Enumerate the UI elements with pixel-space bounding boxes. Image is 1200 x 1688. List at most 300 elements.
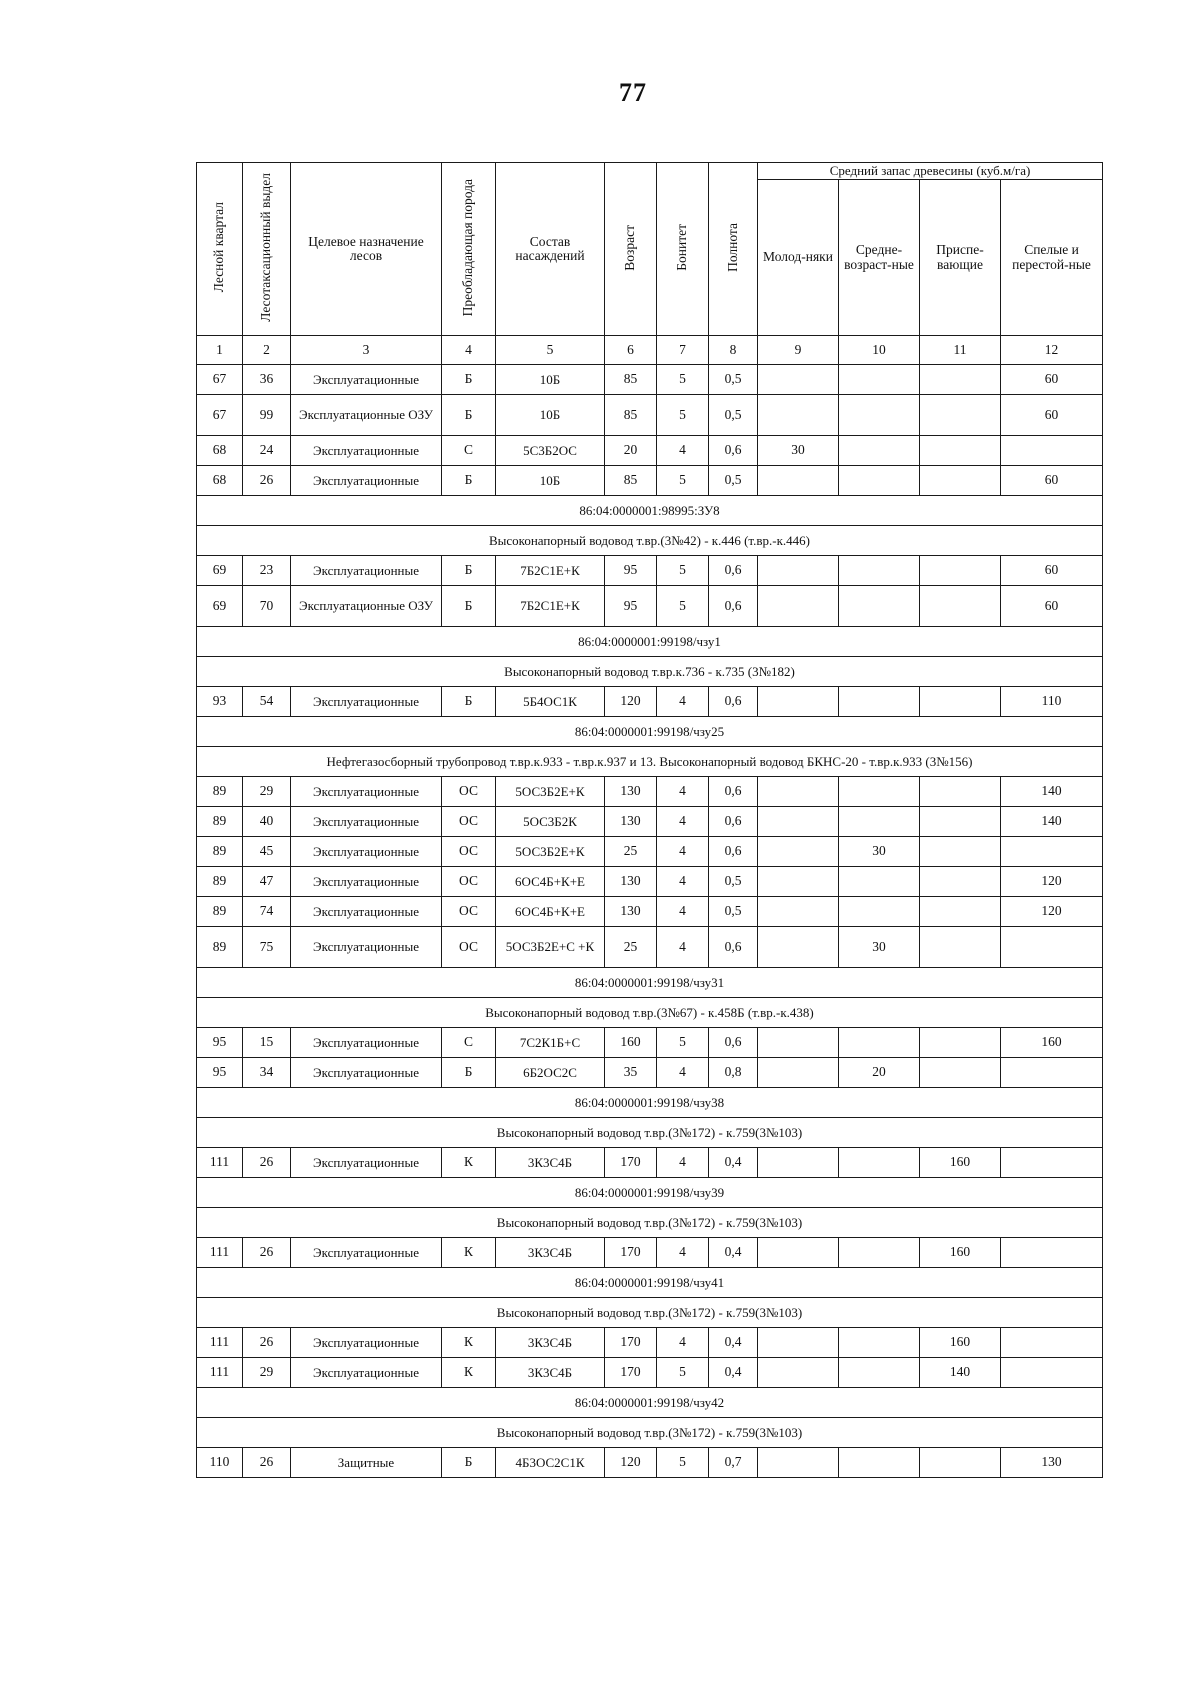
table-cell: Эксплуатационные: [291, 466, 442, 496]
table-cell: [920, 807, 1001, 837]
table-cell: 6ОС4Б+К+Е: [496, 897, 605, 927]
column-number: 11: [920, 336, 1001, 365]
table-cell: [758, 1358, 839, 1388]
table-cell: 5ОС3Б2Е+К: [496, 837, 605, 867]
table-cell: Эксплуатационные: [291, 556, 442, 586]
table-cell: 0,6: [709, 777, 758, 807]
table-cell: 0,6: [709, 1028, 758, 1058]
table-cell: [839, 807, 920, 837]
table-cell: 130: [605, 897, 657, 927]
table-cell: 45: [243, 837, 291, 867]
table-cell: 89: [197, 897, 243, 927]
table-cell: 95: [197, 1028, 243, 1058]
table-cell: 25: [605, 927, 657, 968]
table-cell: Эксплуатационные: [291, 687, 442, 717]
table-cell: 6Б2ОС2С: [496, 1058, 605, 1088]
table-cell: 34: [243, 1058, 291, 1088]
table-cell: 111: [197, 1358, 243, 1388]
table-cell: 4: [657, 897, 709, 927]
table-cell: 89: [197, 867, 243, 897]
table-cell: 85: [605, 395, 657, 436]
section-row: [197, 496, 1103, 526]
table-cell: 85: [605, 466, 657, 496]
table-cell: Эксплуатационные: [291, 897, 442, 927]
table-cell: 67: [197, 395, 243, 436]
table-cell: 26: [243, 1148, 291, 1178]
table-cell: 74: [243, 897, 291, 927]
section-label: 86:04:0000001:99198/чзу42: [197, 1388, 1103, 1418]
section-row: [197, 1418, 1103, 1448]
section-row: [197, 1118, 1103, 1148]
table-cell: 60: [1001, 466, 1103, 496]
table-row: [197, 1238, 1103, 1268]
section-row: [197, 657, 1103, 687]
table-cell: С: [442, 436, 496, 466]
table-cell: 29: [243, 777, 291, 807]
table-cell: 7Б2С1Е+К: [496, 586, 605, 627]
table-cell: 0,4: [709, 1238, 758, 1268]
table-cell: 5: [657, 466, 709, 496]
section-label: Высоконапорный водовод т.вр.(3№172) - к.759(3№103): [197, 1418, 1103, 1448]
table-cell: [758, 1058, 839, 1088]
table-cell: [758, 807, 839, 837]
header-young: Молод-няки: [758, 180, 839, 336]
table-cell: [839, 1448, 920, 1478]
table-cell: 4: [657, 1238, 709, 1268]
table-cell: 4: [657, 1058, 709, 1088]
section-label: Высоконапорный водовод т.вр.(3№172) - к.759(3№103): [197, 1208, 1103, 1238]
table-cell: 20: [839, 1058, 920, 1088]
table-cell: 0,4: [709, 1358, 758, 1388]
table-row: [197, 927, 1103, 968]
table-cell: [758, 867, 839, 897]
table-cell: [920, 1448, 1001, 1478]
section-label: 86:04:0000001:99198/чзу38: [197, 1088, 1103, 1118]
page-number: 77: [619, 78, 647, 107]
table-cell: 4: [657, 1328, 709, 1358]
table-cell: Эксплуатационные: [291, 365, 442, 395]
table-cell: [758, 897, 839, 927]
table-cell: 170: [605, 1238, 657, 1268]
table-cell: [920, 436, 1001, 466]
table-cell: [839, 1358, 920, 1388]
column-number: 3: [291, 336, 442, 365]
table-cell: 54: [243, 687, 291, 717]
table-cell: [839, 1238, 920, 1268]
table-cell: [920, 466, 1001, 496]
table-cell: [758, 365, 839, 395]
forest-inventory-table: [196, 162, 1103, 1478]
section-label: 86:04:0000001:99198/чзу25: [197, 717, 1103, 747]
table-cell: 89: [197, 927, 243, 968]
section-row: [197, 627, 1103, 657]
section-label: Высоконапорный водовод т.вр.к.736 - к.735 (3№182): [197, 657, 1103, 687]
table-row: [197, 867, 1103, 897]
table-row: [197, 365, 1103, 395]
table-cell: 69: [197, 556, 243, 586]
section-row: [197, 526, 1103, 556]
table-cell: 29: [243, 1358, 291, 1388]
table-cell: 111: [197, 1328, 243, 1358]
column-number: 12: [1001, 336, 1103, 365]
table-cell: 60: [1001, 556, 1103, 586]
table-cell: 0,5: [709, 466, 758, 496]
section-label: 86:04:0000001:99198/чзу1: [197, 627, 1103, 657]
table-cell: 68: [197, 436, 243, 466]
table-cell: 89: [197, 777, 243, 807]
table-cell: [920, 586, 1001, 627]
table-row: [197, 395, 1103, 436]
table-cell: 160: [605, 1028, 657, 1058]
table-cell: 24: [243, 436, 291, 466]
table-cell: [839, 897, 920, 927]
table-cell: 26: [243, 1448, 291, 1478]
table-row: [197, 1148, 1103, 1178]
table-cell: 10Б: [496, 466, 605, 496]
header-forest-quarter: Лесной квартал: [197, 163, 243, 336]
section-row: [197, 1268, 1103, 1298]
table-cell: Эксплуатационные ОЗУ: [291, 586, 442, 627]
table-cell: 0,5: [709, 897, 758, 927]
table-cell: 89: [197, 807, 243, 837]
section-row: [197, 998, 1103, 1028]
table-cell: 68: [197, 466, 243, 496]
table-cell: Эксплуатационные: [291, 1148, 442, 1178]
table-cell: 120: [605, 1448, 657, 1478]
table-cell: [920, 1028, 1001, 1058]
column-number: 8: [709, 336, 758, 365]
table-cell: 89: [197, 837, 243, 867]
header-density: Полнота: [709, 163, 758, 336]
table-cell: 120: [1001, 897, 1103, 927]
table-cell: 3К3С4Б: [496, 1148, 605, 1178]
table-body: [197, 365, 1103, 1478]
table-cell: 60: [1001, 395, 1103, 436]
table-cell: 23: [243, 556, 291, 586]
table-cell: [839, 777, 920, 807]
table-cell: 40: [243, 807, 291, 837]
table-cell: С: [442, 1028, 496, 1058]
table-cell: 25: [605, 837, 657, 867]
table-cell: 5ОС3Б2К: [496, 807, 605, 837]
table-cell: 3К3С4Б: [496, 1238, 605, 1268]
table-cell: 6ОС4Б+К+Е: [496, 867, 605, 897]
table-cell: [920, 365, 1001, 395]
table-cell: 30: [839, 927, 920, 968]
table-cell: 7С2К1Б+С: [496, 1028, 605, 1058]
table-row: [197, 897, 1103, 927]
table-cell: 160: [920, 1148, 1001, 1178]
table-cell: 120: [1001, 867, 1103, 897]
table-row: [197, 777, 1103, 807]
table-cell: Эксплуатационные: [291, 1328, 442, 1358]
table-row: [197, 687, 1103, 717]
table-cell: К: [442, 1148, 496, 1178]
table-cell: [920, 556, 1001, 586]
table-cell: 130: [605, 867, 657, 897]
section-row: [197, 717, 1103, 747]
table-cell: 130: [1001, 1448, 1103, 1478]
table-cell: 111: [197, 1238, 243, 1268]
table-cell: [758, 1028, 839, 1058]
section-label: 86:04:0000001:98995:ЗУ8: [197, 496, 1103, 526]
column-number: 5: [496, 336, 605, 365]
header-mature: Спелые и перестой-ные: [1001, 180, 1103, 336]
table-cell: [920, 395, 1001, 436]
table-cell: [839, 365, 920, 395]
header-forest-plot: Лесотаксационный выдел: [243, 163, 291, 336]
table-cell: 20: [605, 436, 657, 466]
table-cell: 140: [1001, 807, 1103, 837]
table-cell: 0,5: [709, 365, 758, 395]
column-number: 10: [839, 336, 920, 365]
table-cell: 60: [1001, 586, 1103, 627]
table-cell: [920, 867, 1001, 897]
table-cell: ОС: [442, 777, 496, 807]
table-cell: 26: [243, 1328, 291, 1358]
table-cell: 4: [657, 687, 709, 717]
table-row: [197, 1058, 1103, 1088]
table-cell: 47: [243, 867, 291, 897]
table-cell: 95: [605, 586, 657, 627]
table-cell: [1001, 1238, 1103, 1268]
table-cell: [758, 466, 839, 496]
table-cell: 4: [657, 1148, 709, 1178]
table-cell: Эксплуатационные: [291, 867, 442, 897]
table-cell: [758, 395, 839, 436]
table-cell: [920, 837, 1001, 867]
table-cell: 4Б3ОС2С1К: [496, 1448, 605, 1478]
table-cell: 140: [920, 1358, 1001, 1388]
table-cell: 111: [197, 1148, 243, 1178]
table-cell: ОС: [442, 867, 496, 897]
table-row: [197, 1358, 1103, 1388]
header-ripening: Приспе-вающие: [920, 180, 1001, 336]
table-cell: Эксплуатационные: [291, 1028, 442, 1058]
table-cell: Б: [442, 365, 496, 395]
table-cell: [758, 837, 839, 867]
header-bonitet: Бонитет: [657, 163, 709, 336]
table-cell: 3К3С4Б: [496, 1328, 605, 1358]
section-label: Нефтегазосборный трубопровод т.вр.к.933 - т.вр.к.937 и 13. Высоконапорный водовод БКНС-20 - т.вр.к.933 (3№156): [197, 747, 1103, 777]
section-label: Высоконапорный водовод т.вр.(3№42) - к.446 (т.вр.-к.446): [197, 526, 1103, 556]
table-cell: 10Б: [496, 365, 605, 395]
table-cell: [839, 436, 920, 466]
table-row: [197, 1028, 1103, 1058]
table-cell: 5Б4ОС1К: [496, 687, 605, 717]
table-cell: 110: [197, 1448, 243, 1478]
table-cell: 3К3С4Б: [496, 1358, 605, 1388]
table-header: [197, 163, 1103, 365]
table-cell: [1001, 1358, 1103, 1388]
table-cell: [920, 777, 1001, 807]
table-cell: 170: [605, 1358, 657, 1388]
table-cell: Защитные: [291, 1448, 442, 1478]
table-cell: [758, 556, 839, 586]
table-cell: 4: [657, 807, 709, 837]
table-cell: Эксплуатационные: [291, 436, 442, 466]
table-cell: 5: [657, 1358, 709, 1388]
column-number: 1: [197, 336, 243, 365]
table-cell: 0,6: [709, 687, 758, 717]
table-cell: Б: [442, 687, 496, 717]
table-cell: [758, 687, 839, 717]
table-row: [197, 556, 1103, 586]
table-cell: [758, 1238, 839, 1268]
table-cell: 0,8: [709, 1058, 758, 1088]
table-cell: 4: [657, 777, 709, 807]
table-cell: [839, 395, 920, 436]
table-cell: [1001, 837, 1103, 867]
table-row: [197, 466, 1103, 496]
table-cell: К: [442, 1328, 496, 1358]
section-row: [197, 747, 1103, 777]
column-number: 4: [442, 336, 496, 365]
table-cell: Эксплуатационные: [291, 1358, 442, 1388]
section-row: [197, 1208, 1103, 1238]
table-cell: 99: [243, 395, 291, 436]
table-cell: 0,5: [709, 395, 758, 436]
table-cell: Эксплуатационные: [291, 837, 442, 867]
table-cell: Б: [442, 1058, 496, 1088]
table-cell: [920, 897, 1001, 927]
table-cell: 26: [243, 1238, 291, 1268]
table-cell: Б: [442, 1448, 496, 1478]
table-cell: Эксплуатационные: [291, 807, 442, 837]
table-cell: Б: [442, 586, 496, 627]
table-cell: 5С3Б2ОС: [496, 436, 605, 466]
table-cell: 36: [243, 365, 291, 395]
table-cell: [758, 1328, 839, 1358]
section-label: 86:04:0000001:99198/чзу39: [197, 1178, 1103, 1208]
header-age: Возраст: [605, 163, 657, 336]
column-number: 6: [605, 336, 657, 365]
table-cell: 120: [605, 687, 657, 717]
table-cell: [839, 687, 920, 717]
table-cell: [920, 1058, 1001, 1088]
table-cell: 130: [605, 777, 657, 807]
table-cell: [839, 1028, 920, 1058]
section-label: Высоконапорный водовод т.вр.(3№172) - к.759(3№103): [197, 1298, 1103, 1328]
table-cell: [839, 1328, 920, 1358]
table-cell: 5: [657, 1028, 709, 1058]
table-cell: 5ОС3Б2Е+К: [496, 777, 605, 807]
table-cell: [839, 466, 920, 496]
table-cell: 110: [1001, 687, 1103, 717]
section-row: [197, 1298, 1103, 1328]
section-label: 86:04:0000001:99198/чзу41: [197, 1268, 1103, 1298]
table-cell: 5: [657, 395, 709, 436]
table-cell: [839, 586, 920, 627]
table-cell: 5: [657, 586, 709, 627]
header-composition: Состав насаждений: [496, 163, 605, 336]
table-cell: 93: [197, 687, 243, 717]
table-row: [197, 837, 1103, 867]
column-numbers-row: [197, 336, 1103, 365]
table-cell: [758, 1148, 839, 1178]
table-cell: 130: [605, 807, 657, 837]
table-cell: 26: [243, 466, 291, 496]
table-row: [197, 1328, 1103, 1358]
header-dominant-species: Преобладающая порода: [442, 163, 496, 336]
column-number: 7: [657, 336, 709, 365]
table-cell: 140: [1001, 777, 1103, 807]
table-cell: [758, 777, 839, 807]
table-cell: Б: [442, 556, 496, 586]
table-cell: [920, 687, 1001, 717]
table-cell: 85: [605, 365, 657, 395]
table-cell: [839, 556, 920, 586]
table-cell: 30: [758, 436, 839, 466]
table-cell: 0,6: [709, 436, 758, 466]
table-cell: 0,6: [709, 807, 758, 837]
header-group-timber-stock: Средний запас древесины (куб.м/га): [758, 163, 1103, 180]
table-cell: 60: [1001, 365, 1103, 395]
table-cell: ОС: [442, 807, 496, 837]
table-cell: 0,6: [709, 837, 758, 867]
table-cell: [758, 1448, 839, 1478]
table-cell: [1001, 1148, 1103, 1178]
table-cell: 75: [243, 927, 291, 968]
table-cell: 69: [197, 586, 243, 627]
section-label: 86:04:0000001:99198/чзу31: [197, 968, 1103, 998]
table-cell: [920, 927, 1001, 968]
table-cell: Эксплуатационные: [291, 777, 442, 807]
table-cell: 170: [605, 1328, 657, 1358]
table-cell: 5: [657, 365, 709, 395]
table-cell: 0,4: [709, 1328, 758, 1358]
table-cell: 160: [920, 1238, 1001, 1268]
table-cell: 30: [839, 837, 920, 867]
table-cell: 35: [605, 1058, 657, 1088]
table-cell: 4: [657, 867, 709, 897]
table-cell: ОС: [442, 897, 496, 927]
table-cell: Эксплуатационные ОЗУ: [291, 395, 442, 436]
table-cell: 95: [605, 556, 657, 586]
table-row: [197, 436, 1103, 466]
table-cell: [1001, 927, 1103, 968]
table-cell: [1001, 1058, 1103, 1088]
table-cell: 5ОС3Б2Е+С +К: [496, 927, 605, 968]
section-row: [197, 1388, 1103, 1418]
section-label: Высоконапорный водовод т.вр.(3№172) - к.759(3№103): [197, 1118, 1103, 1148]
table-cell: Эксплуатационные: [291, 927, 442, 968]
table-cell: 0,5: [709, 867, 758, 897]
table-cell: 67: [197, 365, 243, 395]
table-cell: Эксплуатационные: [291, 1058, 442, 1088]
table-cell: 0,6: [709, 586, 758, 627]
column-number: 2: [243, 336, 291, 365]
table-row: [197, 586, 1103, 627]
table-cell: К: [442, 1358, 496, 1388]
table-cell: К: [442, 1238, 496, 1268]
section-row: [197, 1088, 1103, 1118]
table-cell: ОС: [442, 927, 496, 968]
table-cell: 4: [657, 927, 709, 968]
table-cell: Эксплуатационные: [291, 1238, 442, 1268]
table-row: [197, 1448, 1103, 1478]
section-row: [197, 968, 1103, 998]
header-middle-aged: Средне-возраст-ные: [839, 180, 920, 336]
section-row: [197, 1178, 1103, 1208]
table-cell: 0,7: [709, 1448, 758, 1478]
table-cell: [1001, 1328, 1103, 1358]
table-cell: ОС: [442, 837, 496, 867]
table-cell: 15: [243, 1028, 291, 1058]
table-cell: 95: [197, 1058, 243, 1088]
table-cell: 0,6: [709, 927, 758, 968]
table-cell: [839, 1148, 920, 1178]
